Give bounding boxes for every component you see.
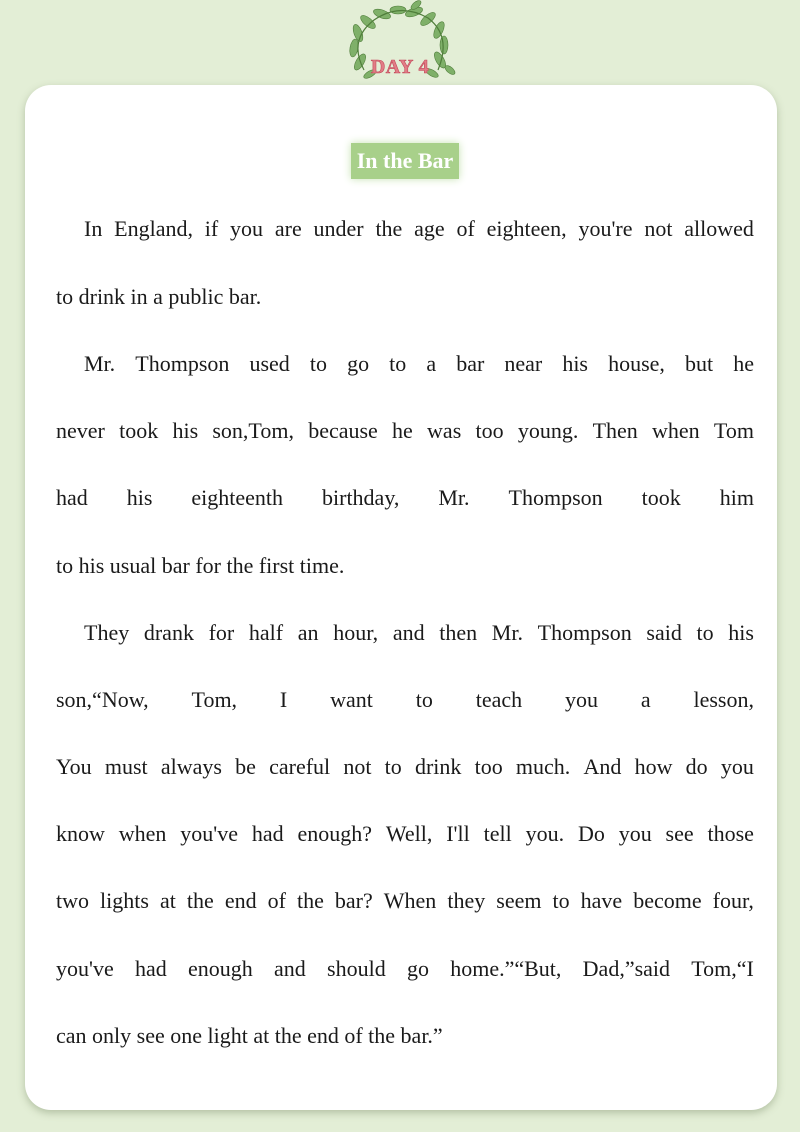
word: go — [406, 956, 429, 981]
word: In — [84, 216, 103, 241]
word: you — [230, 216, 264, 241]
word: house, — [608, 351, 665, 376]
word: lights — [100, 888, 149, 913]
word: drink — [414, 754, 462, 779]
word: allowed — [684, 216, 754, 241]
word: to — [552, 888, 570, 913]
word: a — [640, 687, 651, 712]
word: Dad,”said — [582, 956, 671, 981]
word: a — [426, 351, 437, 376]
word: you've — [180, 821, 238, 846]
word: hour, — [333, 620, 379, 645]
word: and — [392, 620, 425, 645]
text-line — [56, 954, 754, 984]
title-container — [0, 143, 800, 179]
word: see — [665, 821, 694, 846]
word: home.”“But, — [450, 956, 562, 981]
word: had — [251, 821, 284, 846]
word: his — [172, 418, 199, 443]
word: enough? — [297, 821, 373, 846]
word: you're — [578, 216, 633, 241]
word: an — [297, 620, 319, 645]
word: are — [274, 216, 302, 241]
word: the — [186, 888, 214, 913]
word: to — [696, 620, 714, 645]
word: want — [330, 687, 373, 712]
word: but — [684, 351, 714, 376]
text-line — [56, 819, 754, 849]
word: his — [562, 351, 588, 376]
word: of — [456, 216, 475, 241]
word: you — [618, 821, 652, 846]
word: bar? — [334, 888, 373, 913]
word: And — [583, 754, 622, 779]
text-line — [84, 349, 754, 379]
word: Tom,“I — [691, 956, 754, 981]
text-line: to drink in a public bar. — [56, 284, 262, 309]
word: tell — [483, 821, 512, 846]
word: said — [646, 620, 682, 645]
word: much. — [515, 754, 571, 779]
word: bar — [456, 351, 485, 376]
word: to — [384, 754, 402, 779]
word: when — [652, 418, 700, 443]
word: You — [56, 754, 92, 779]
text-line — [84, 214, 754, 244]
word: his — [126, 485, 153, 510]
word: Thompson — [135, 351, 230, 376]
word: son,“Now, — [56, 687, 149, 712]
word: to — [309, 351, 327, 376]
word: was — [427, 418, 462, 443]
word: they — [447, 888, 486, 913]
word: under — [313, 216, 364, 241]
text-line — [84, 618, 754, 648]
text-line — [56, 752, 754, 782]
word: how — [634, 754, 673, 779]
word: teach — [475, 687, 523, 712]
word: near — [504, 351, 543, 376]
word: his — [728, 620, 754, 645]
word: go — [347, 351, 370, 376]
word: do — [685, 754, 708, 779]
word: eighteen, — [486, 216, 567, 241]
text-line — [56, 685, 754, 715]
word: you've — [56, 956, 114, 981]
word: Mr. — [84, 351, 116, 376]
word: when — [118, 821, 167, 846]
word: know — [56, 821, 105, 846]
word: for — [208, 620, 235, 645]
word: enough — [188, 956, 253, 981]
word: to — [389, 351, 407, 376]
word: They — [84, 620, 130, 645]
word: took — [119, 418, 159, 443]
text-line: to his usual bar for the first time. — [56, 553, 345, 578]
word: the — [296, 888, 324, 913]
word: he — [392, 418, 413, 443]
word: Do — [577, 821, 605, 846]
word: to — [415, 687, 433, 712]
word: too — [474, 754, 503, 779]
word: had — [56, 485, 88, 510]
word: have — [580, 888, 623, 913]
word: Well, — [385, 821, 433, 846]
word: Mr. — [491, 620, 523, 645]
word: of — [267, 888, 286, 913]
word: Mr. — [438, 485, 470, 510]
word: you — [720, 754, 754, 779]
word: seem — [496, 888, 542, 913]
story-title: In the Bar — [351, 143, 460, 179]
word: had — [134, 956, 167, 981]
word: those — [707, 821, 754, 846]
word: lesson, — [693, 687, 754, 712]
word: at — [159, 888, 176, 913]
word: young. — [517, 418, 579, 443]
word: son,Tom, — [212, 418, 294, 443]
word: four, — [712, 888, 754, 913]
word: England, — [114, 216, 193, 241]
word: him — [719, 485, 754, 510]
text-line — [56, 886, 754, 916]
word: When — [383, 888, 437, 913]
word: not — [343, 754, 372, 779]
word: because — [308, 418, 378, 443]
day-badge: DAY 4 — [370, 56, 430, 78]
word: if — [204, 216, 219, 241]
word: not — [644, 216, 673, 241]
word: should — [327, 956, 386, 981]
word: I — [279, 687, 288, 712]
word: become — [633, 888, 702, 913]
word: used — [249, 351, 290, 376]
word: took — [641, 485, 681, 510]
word: and — [274, 956, 306, 981]
word: you. — [525, 821, 565, 846]
text-line — [56, 416, 754, 446]
text-line: can only see one light at the end of the bar.” — [56, 1023, 443, 1048]
word: two — [56, 888, 89, 913]
word: drank — [143, 620, 194, 645]
word: Tom — [713, 418, 754, 443]
word: then — [439, 620, 478, 645]
word: be — [235, 754, 256, 779]
word: careful — [269, 754, 331, 779]
word: birthday, — [322, 485, 400, 510]
word: I'll — [446, 821, 470, 846]
word: always — [160, 754, 222, 779]
word: the — [375, 216, 403, 241]
word: Thompson — [537, 620, 632, 645]
word: you — [564, 687, 598, 712]
text-line — [56, 483, 754, 513]
word: he — [733, 351, 754, 376]
word: too — [475, 418, 504, 443]
word: Tom, — [191, 687, 238, 712]
word: age — [414, 216, 445, 241]
word: eighteenth — [191, 485, 284, 510]
word: Thompson — [508, 485, 603, 510]
word: end — [224, 888, 257, 913]
word: Then — [592, 418, 638, 443]
word: half — [248, 620, 284, 645]
word: never — [56, 418, 105, 443]
word: must — [104, 754, 148, 779]
